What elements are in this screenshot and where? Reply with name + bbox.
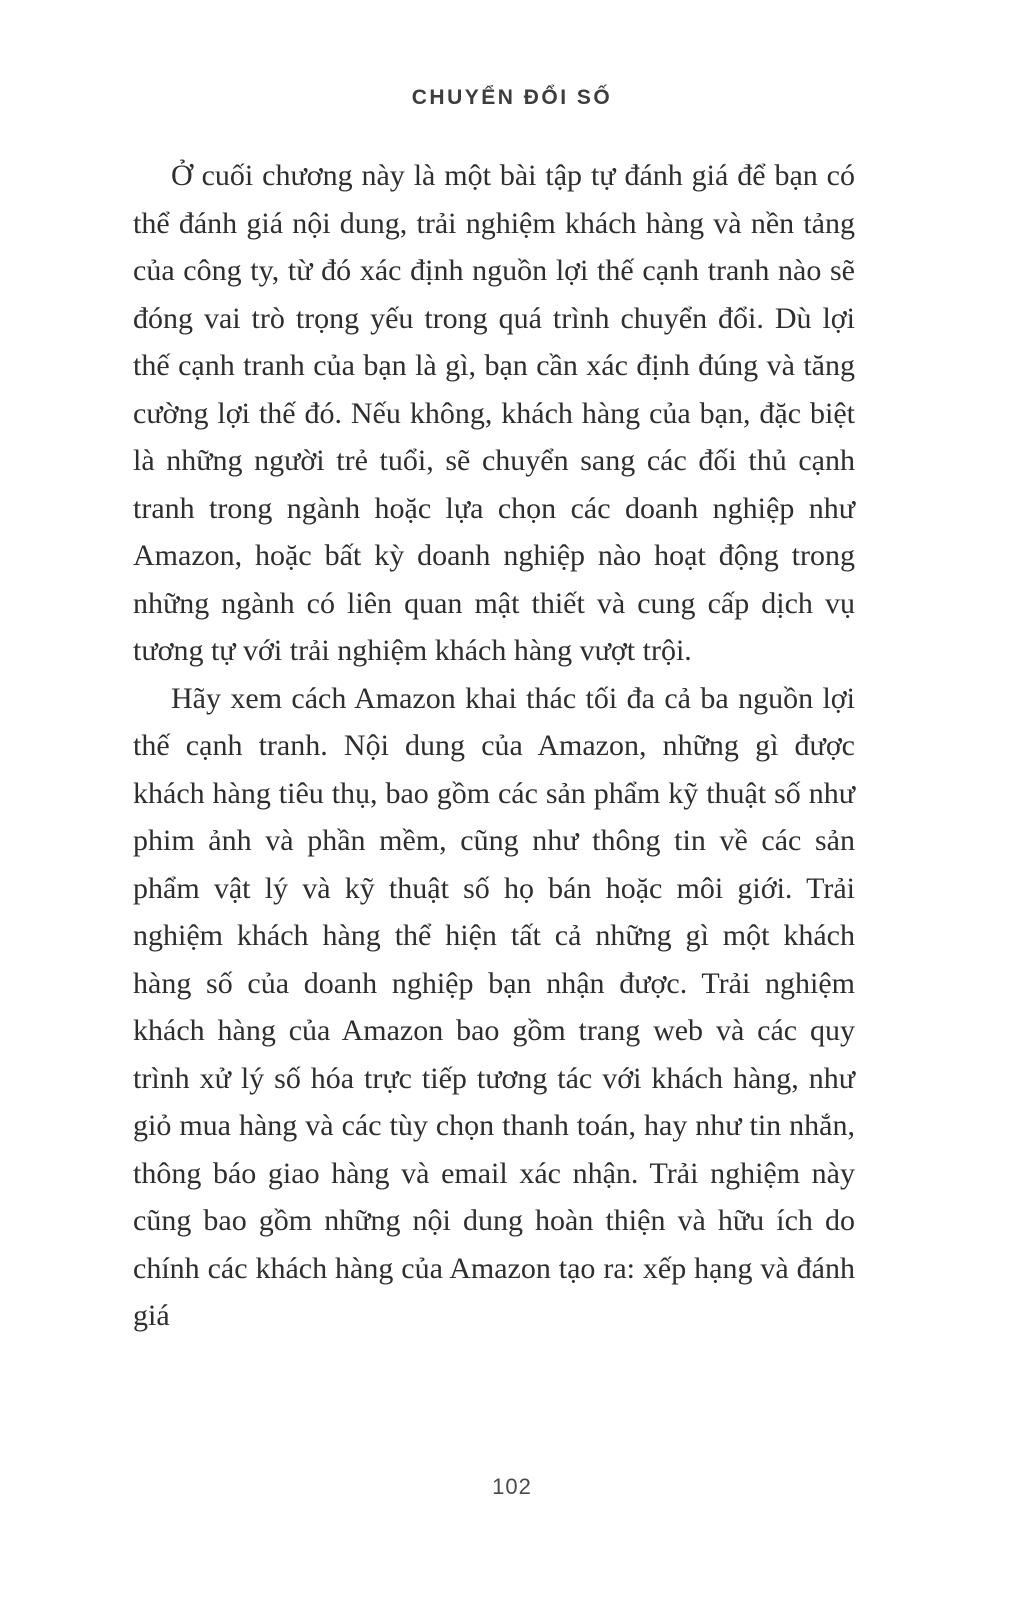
page-body	[133, 152, 855, 1340]
running-header: CHUYỂN ĐỔI SỐ	[411, 86, 613, 109]
paragraph: Ở cuối chương này là một bài tập tự đánh giá để bạn có thể đánh giá nội dung, trải nghiệm khách hàng và nền tảng của công ty, từ đó xác định nguồn lợi thế cạnh tranh nào sẽ đóng vai trò trọng yếu trong quá trình chuyển đổi. Dù lợi thế cạnh tranh của bạn là gì, bạn cần xác định đúng và tăng cường lợi thế đó. Nếu không, khách hàng của bạn, đặc biệt là những người trẻ tuổi, sẽ chuyển sang các đối thủ cạnh tranh trong ngành hoặc lựa chọn các doanh nghiệp như Amazon, hoặc bất kỳ doanh nghiệp nào hoạt động trong những ngành có liên quan mật thiết và cung cấp dịch vụ tương tự với trải nghiệm khách hàng vượt trội.	[133, 159, 855, 667]
page-number: 102	[492, 1474, 532, 1499]
paragraph: Hãy xem cách Amazon khai thác tối đa cả ba nguồn lợi thế cạnh tranh. Nội dung của Amazon, những gì được khách hàng tiêu thụ, bao gồm các sản phẩm kỹ thuật số như phim ảnh và phần mềm, cũng như thông tin về các sản phẩm vật lý và kỹ thuật số họ bán hoặc môi giới. Trải nghiệm khách hàng thể hiện tất cả những gì một khách hàng số của doanh nghiệp bạn nhận được. Trải nghiệm khách hàng của Amazon bao gồm trang web và các quy trình xử lý số hóa trực tiếp tương tác với khách hàng, như giỏ mua hàng và các tùy chọn thanh toán, hay như tin nhắn, thông báo giao hàng và email xác nhận. Trải nghiệm này cũng bao gồm những nội dung hoàn thiện và hữu ích do chính các khách hàng của Amazon tạo ra: xếp hạng và đánh giá	[133, 681, 855, 1332]
